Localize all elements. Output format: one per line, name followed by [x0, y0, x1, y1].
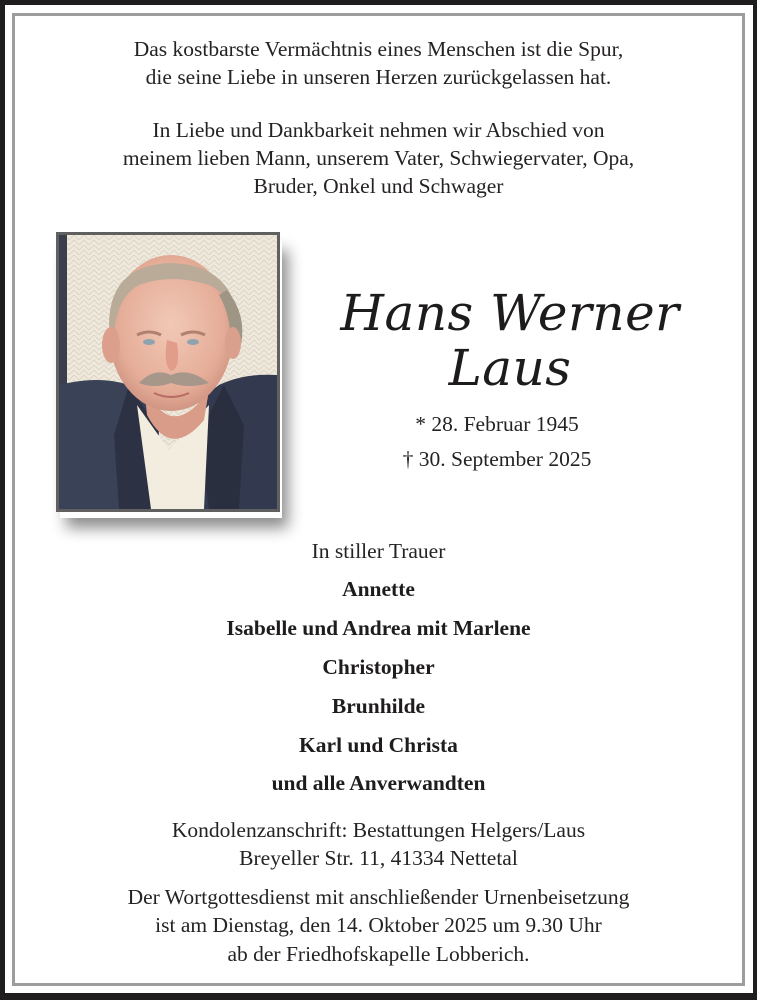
intro-quote-line-1: Das kostbarste Vermächtnis eines Menschen ist die Spur, — [133, 37, 624, 61]
condolence-address-line-1: Kondolenzanschrift: Bestattungen Helgers/Laus — [171, 818, 586, 842]
service-info-line-1: Der Wortgottesdienst mit anschließender Urnenbeisetzung — [127, 885, 630, 909]
service-info-line-3: ab der Friedhofskapelle Lobberich. — [227, 942, 530, 966]
mourner-2: Isabelle und Andrea mit Marlene — [226, 616, 531, 640]
portrait-image — [59, 235, 277, 509]
mourner-5: Karl und Christa — [299, 733, 458, 757]
mourner-6: und alle Anverwandten — [271, 771, 486, 795]
farewell-line-3: Bruder, Onkel und Schwager — [253, 174, 504, 198]
deceased-last-name: Laus — [448, 339, 572, 397]
farewell-line-2: meinem lieben Mann, unserem Vater, Schwiegervater, Opa, — [122, 146, 635, 170]
portrait-photo — [56, 232, 280, 512]
farewell-line-1: In Liebe und Dankbarkeit nehmen wir Abschied von — [152, 118, 605, 142]
birth-date: * 28. Februar 1945 — [415, 412, 579, 436]
mourner-1: Annette — [342, 577, 415, 601]
intro-quote-line-2: die seine Liebe in unseren Herzen zurückgelassen hat. — [145, 65, 612, 89]
condolence-address-line-2: Breyeller Str. 11, 41334 Nettetal — [239, 846, 518, 870]
mourner-4: Brunhilde — [331, 694, 426, 718]
mourner-3: Christopher — [322, 655, 435, 679]
service-info-line-2: ist am Dienstag, den 14. Oktober 2025 um 9.30 Uhr — [155, 913, 602, 937]
mourners-intro: In stiller Trauer — [311, 539, 446, 563]
deceased-first-names: Hans Werner — [340, 284, 680, 342]
death-date: † 30. September 2025 — [402, 447, 592, 471]
